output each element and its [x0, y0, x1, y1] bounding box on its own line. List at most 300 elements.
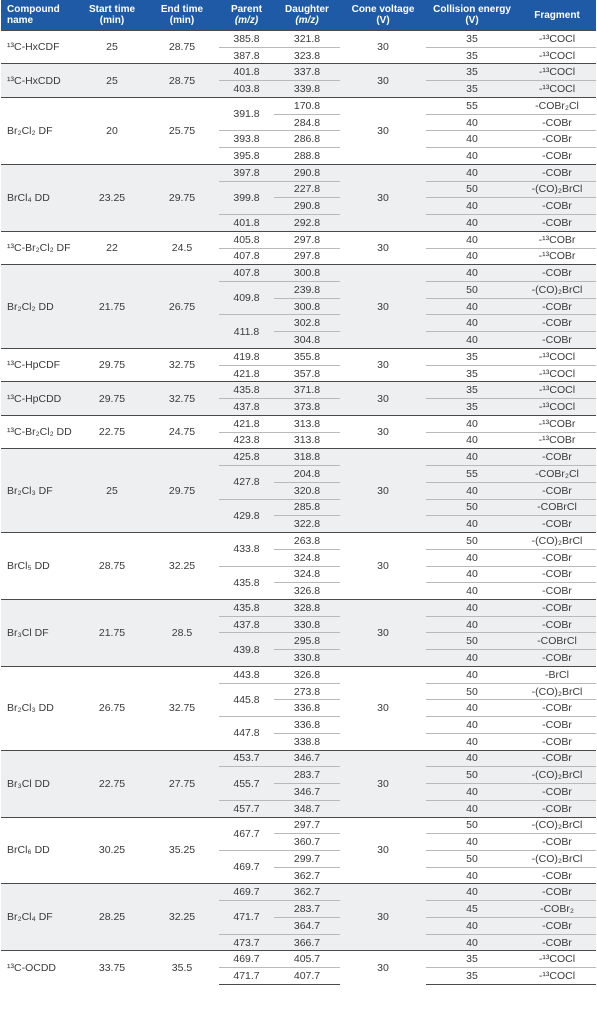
table-row: [1, 666, 596, 683]
end-time-cell: 25.75: [145, 97, 219, 164]
daughter-mz-cell: 357.8: [274, 365, 340, 382]
daughter-mz-cell: 322.8: [274, 516, 340, 533]
daughter-mz-cell: 338.8: [274, 733, 340, 750]
collision-energy-cell: 40: [426, 215, 518, 232]
parent-mz-cell: 405.8: [219, 231, 274, 248]
parent-mz-cell: 435.8: [219, 382, 274, 399]
daughter-mz-cell: 170.8: [274, 97, 340, 114]
fragment-cell: -COBr: [518, 131, 596, 148]
fragment-cell: -COBr: [518, 215, 596, 232]
header-line: (V): [465, 15, 479, 26]
fragment-cell: -(CO)₂BrCl: [518, 817, 596, 834]
daughter-mz-cell: 286.8: [274, 131, 340, 148]
header-line: Parent: [230, 4, 263, 15]
table-body: [1, 31, 596, 985]
daughter-mz-cell: 263.8: [274, 533, 340, 550]
parent-mz-cell: 387.8: [219, 47, 274, 64]
collision-energy-cell: 40: [426, 131, 518, 148]
fragment-cell: -¹³COCl: [518, 951, 596, 968]
daughter-mz-cell: 304.8: [274, 332, 340, 349]
daughter-mz-cell: 321.8: [274, 31, 340, 48]
collision-energy-cell: 35: [426, 81, 518, 98]
collision-energy-cell: 50: [426, 817, 518, 834]
start-time-cell: 28.75: [79, 533, 145, 600]
collision-energy-cell: 40: [426, 516, 518, 533]
collision-energy-cell: 45: [426, 901, 518, 918]
table-row: [1, 884, 596, 901]
end-time-cell: 24.5: [145, 231, 219, 264]
parent-mz-cell: 419.8: [219, 348, 274, 365]
compound-name-cell: ¹³C-HpCDF: [1, 348, 79, 381]
fragment-cell: -COBr₂Cl: [518, 97, 596, 114]
parent-mz-cell: 469.7: [219, 884, 274, 901]
fragment-cell: -COBr: [518, 583, 596, 600]
parent-mz-cell: 391.8: [219, 97, 274, 130]
collision-energy-cell: 40: [426, 231, 518, 248]
collision-energy-cell: 40: [426, 700, 518, 717]
collision-energy-cell: 55: [426, 97, 518, 114]
fragment-cell: -COBr: [518, 784, 596, 801]
parent-mz-cell: 395.8: [219, 148, 274, 165]
end-time-cell: 32.75: [145, 382, 219, 415]
daughter-mz-cell: 346.7: [274, 750, 340, 767]
daughter-mz-cell: 283.7: [274, 767, 340, 784]
parent-mz-cell: 409.8: [219, 282, 274, 315]
cone-voltage-cell: 30: [340, 750, 426, 817]
daughter-mz-cell: 362.7: [274, 867, 340, 884]
compound-name-cell: ¹³C-HxCDF: [1, 31, 79, 64]
compound-name-cell: Br₃Cl DF: [1, 599, 79, 666]
collision-energy-cell: 40: [426, 198, 518, 215]
table-row: [1, 415, 596, 432]
fragment-cell: -¹³COCl: [518, 47, 596, 64]
daughter-mz-cell: 297.8: [274, 248, 340, 265]
header-line: name: [7, 15, 34, 26]
collision-energy-cell: 50: [426, 683, 518, 700]
parent-mz-cell: 455.7: [219, 767, 274, 800]
collision-energy-cell: 40: [426, 934, 518, 951]
collision-energy-cell: 40: [426, 332, 518, 349]
header-line: (m/z): [295, 15, 319, 26]
parent-mz-cell: 437.8: [219, 616, 274, 633]
daughter-mz-cell: 300.8: [274, 265, 340, 282]
table-row: [1, 97, 596, 114]
daughter-mz-cell: 313.8: [274, 432, 340, 449]
parent-mz-cell: 467.7: [219, 817, 274, 850]
fragment-cell: -(CO)₂BrCl: [518, 850, 596, 867]
daughter-mz-cell: 204.8: [274, 466, 340, 483]
compound-name-cell: BrCl₆ DD: [1, 817, 79, 884]
collision-energy-cell: 40: [426, 717, 518, 734]
start-time-cell: 29.75: [79, 382, 145, 415]
compound-name-cell: Br₂Cl₃ DD: [1, 666, 79, 750]
collision-energy-cell: 50: [426, 499, 518, 516]
start-time-cell: 30.25: [79, 817, 145, 884]
cone-voltage-cell: 30: [340, 666, 426, 750]
daughter-mz-cell: 318.8: [274, 449, 340, 466]
parent-mz-cell: 457.7: [219, 800, 274, 817]
daughter-mz-cell: 323.8: [274, 47, 340, 64]
start-time-cell: 25: [79, 449, 145, 533]
header-line: Compound: [7, 4, 60, 15]
daughter-mz-cell: 336.8: [274, 700, 340, 717]
daughter-mz-cell: 407.7: [274, 968, 340, 985]
compound-name-cell: Br₂Cl₂ DD: [1, 265, 79, 349]
collision-energy-cell: 40: [426, 784, 518, 801]
cone-voltage-cell: 30: [340, 64, 426, 97]
fragment-cell: -(CO)₂BrCl: [518, 533, 596, 550]
compound-name-cell: ¹³C-HxCDD: [1, 64, 79, 97]
collision-energy-cell: 40: [426, 566, 518, 583]
cone-voltage-cell: 30: [340, 951, 426, 984]
fragment-cell: -COBr: [518, 114, 596, 131]
compound-name-cell: Br₂Cl₂ DF: [1, 97, 79, 164]
collision-energy-cell: 35: [426, 399, 518, 416]
daughter-mz-cell: 324.8: [274, 566, 340, 583]
header-line: Fragment: [534, 9, 580, 21]
fragment-cell: -COBr: [518, 616, 596, 633]
daughter-mz-cell: 302.8: [274, 315, 340, 332]
parent-mz-cell: 471.7: [219, 968, 274, 985]
fragment-cell: -COBr: [518, 884, 596, 901]
daughter-mz-cell: 336.8: [274, 717, 340, 734]
cone-voltage-cell: 30: [340, 533, 426, 600]
daughter-mz-cell: 328.8: [274, 599, 340, 616]
daughter-mz-cell: 373.8: [274, 399, 340, 416]
collision-energy-cell: 40: [426, 549, 518, 566]
parent-mz-cell: 401.8: [219, 215, 274, 232]
collision-energy-cell: 40: [426, 800, 518, 817]
fragment-cell: -¹³COCl: [518, 348, 596, 365]
end-time-cell: 32.75: [145, 666, 219, 750]
header-line: (m/z): [234, 15, 259, 26]
fragment-cell: -COBr: [518, 867, 596, 884]
table-row: [1, 382, 596, 399]
cone-voltage-cell: 30: [340, 348, 426, 381]
parent-mz-cell: 437.8: [219, 399, 274, 416]
compound-name-cell: ¹³C-Br₂Cl₂ DD: [1, 415, 79, 448]
fragment-cell: -COBr: [518, 800, 596, 817]
parent-mz-cell: 401.8: [219, 64, 274, 81]
end-time-cell: 32.25: [145, 884, 219, 951]
daughter-mz-cell: 362.7: [274, 884, 340, 901]
collision-energy-cell: 40: [426, 867, 518, 884]
fragment-cell: -COBr: [518, 650, 596, 667]
collision-energy-cell: 40: [426, 917, 518, 934]
cone-voltage-cell: 30: [340, 31, 426, 64]
fragment-cell: -COBrCl: [518, 633, 596, 650]
table-row: [1, 31, 596, 48]
parent-mz-cell: 445.8: [219, 683, 274, 716]
cone-voltage-cell: 30: [340, 599, 426, 666]
fragment-cell: -(CO)₂BrCl: [518, 181, 596, 198]
daughter-mz-cell: 297.8: [274, 231, 340, 248]
header-parent: [219, 0, 274, 31]
daughter-mz-cell: 290.8: [274, 198, 340, 215]
collision-energy-cell: 40: [426, 148, 518, 165]
daughter-mz-cell: 339.8: [274, 81, 340, 98]
header-daughter: [274, 0, 340, 31]
collision-energy-cell: 40: [426, 415, 518, 432]
collision-energy-cell: 40: [426, 834, 518, 851]
table-row: [1, 164, 596, 181]
daughter-mz-cell: 355.8: [274, 348, 340, 365]
parent-mz-cell: 425.8: [219, 449, 274, 466]
cone-voltage-cell: 30: [340, 231, 426, 264]
cone-voltage-cell: 30: [340, 415, 426, 448]
fragment-cell: -(CO)₂BrCl: [518, 282, 596, 299]
parent-mz-cell: 439.8: [219, 633, 274, 666]
collision-energy-cell: 40: [426, 315, 518, 332]
collision-energy-cell: 40: [426, 616, 518, 633]
collision-energy-cell: 40: [426, 884, 518, 901]
start-time-cell: 20: [79, 97, 145, 164]
compound-name-cell: Br₂Cl₄ DF: [1, 884, 79, 951]
fragment-cell: -¹³COCl: [518, 365, 596, 382]
fragment-cell: -COBr₂Cl: [518, 466, 596, 483]
fragment-cell: -COBr: [518, 549, 596, 566]
collision-energy-cell: 50: [426, 633, 518, 650]
fragment-cell: -COBr: [518, 332, 596, 349]
compound-name-cell: BrCl₄ DD: [1, 164, 79, 231]
header-line: Collision energy: [433, 4, 511, 15]
header-line: (min): [99, 15, 125, 26]
table-row: [1, 951, 596, 968]
collision-energy-cell: 40: [426, 298, 518, 315]
header-line: End time: [160, 4, 204, 15]
daughter-mz-cell: 297.7: [274, 817, 340, 834]
collision-energy-cell: 35: [426, 64, 518, 81]
daughter-mz-cell: 371.8: [274, 382, 340, 399]
daughter-mz-cell: 227.8: [274, 181, 340, 198]
parent-mz-cell: 421.8: [219, 365, 274, 382]
fragment-cell: -COBr: [518, 164, 596, 181]
fragment-cell: -¹³COCl: [518, 968, 596, 985]
daughter-mz-cell: 326.8: [274, 666, 340, 683]
parent-mz-cell: 429.8: [219, 499, 274, 532]
end-time-cell: 28.75: [145, 64, 219, 97]
parent-mz-cell: 433.8: [219, 533, 274, 566]
fragment-cell: -¹³COBr: [518, 231, 596, 248]
collision-energy-cell: 35: [426, 47, 518, 64]
daughter-mz-cell: 405.7: [274, 951, 340, 968]
collision-energy-cell: 35: [426, 348, 518, 365]
daughter-mz-cell: 273.8: [274, 683, 340, 700]
daughter-mz-cell: 313.8: [274, 415, 340, 432]
header-line: (V): [376, 15, 390, 26]
compound-name-cell: Br₃Cl DD: [1, 750, 79, 817]
parent-mz-cell: 447.8: [219, 717, 274, 750]
table-row: [1, 817, 596, 834]
fragment-cell: -COBr: [518, 315, 596, 332]
end-time-cell: 26.75: [145, 265, 219, 349]
fragment-cell: -COBr: [518, 148, 596, 165]
table-header: [1, 0, 596, 31]
daughter-mz-cell: 366.7: [274, 934, 340, 951]
collision-energy-cell: 35: [426, 382, 518, 399]
header-compound-name: [1, 0, 79, 31]
parent-mz-cell: 469.7: [219, 951, 274, 968]
fragment-cell: -COBr: [518, 733, 596, 750]
fragment-cell: -COBr: [518, 482, 596, 499]
parent-mz-cell: 385.8: [219, 31, 274, 48]
fragment-cell: -COBr: [518, 599, 596, 616]
table-row: [1, 599, 596, 616]
collision-energy-cell: 35: [426, 968, 518, 985]
start-time-cell: 25: [79, 31, 145, 64]
daughter-mz-cell: 300.8: [274, 298, 340, 315]
fragment-cell: -¹³COCl: [518, 382, 596, 399]
collision-energy-cell: 50: [426, 282, 518, 299]
parent-mz-cell: 423.8: [219, 432, 274, 449]
parent-mz-cell: 469.7: [219, 850, 274, 883]
daughter-mz-cell: 346.7: [274, 784, 340, 801]
parent-mz-cell: 411.8: [219, 315, 274, 348]
cone-voltage-cell: 30: [340, 97, 426, 164]
daughter-mz-cell: 290.8: [274, 164, 340, 181]
fragment-cell: -COBr: [518, 834, 596, 851]
table-row: [1, 449, 596, 466]
daughter-mz-cell: 295.8: [274, 633, 340, 650]
table-row: [1, 64, 596, 81]
start-time-cell: 29.75: [79, 348, 145, 381]
collision-energy-cell: 40: [426, 449, 518, 466]
collision-energy-cell: 50: [426, 181, 518, 198]
daughter-mz-cell: 299.7: [274, 850, 340, 867]
header-line: Cone voltage: [351, 4, 415, 15]
end-time-cell: 27.75: [145, 750, 219, 817]
daughter-mz-cell: 360.7: [274, 834, 340, 851]
daughter-mz-cell: 324.8: [274, 549, 340, 566]
daughter-mz-cell: 348.7: [274, 800, 340, 817]
fragment-cell: -¹³COBr: [518, 248, 596, 265]
daughter-mz-cell: 283.7: [274, 901, 340, 918]
fragment-cell: -COBr: [518, 516, 596, 533]
cone-voltage-cell: 30: [340, 164, 426, 231]
collision-energy-cell: 40: [426, 265, 518, 282]
header-collision-energy: [426, 0, 518, 31]
header-line: Start time: [88, 4, 136, 15]
header-line: (min): [169, 15, 195, 26]
end-time-cell: 24.75: [145, 415, 219, 448]
collision-energy-cell: 40: [426, 482, 518, 499]
cone-voltage-cell: 30: [340, 884, 426, 951]
collision-energy-cell: 50: [426, 533, 518, 550]
parent-mz-cell: 473.7: [219, 934, 274, 951]
fragment-cell: -(CO)₂BrCl: [518, 767, 596, 784]
table-row: [1, 348, 596, 365]
fragment-cell: -COBrCl: [518, 499, 596, 516]
cone-voltage-cell: 30: [340, 382, 426, 415]
cone-voltage-cell: 30: [340, 449, 426, 533]
parent-mz-cell: 407.8: [219, 265, 274, 282]
header-line: Daughter: [285, 4, 329, 15]
parent-mz-cell: 399.8: [219, 181, 274, 214]
start-time-cell: 26.75: [79, 666, 145, 750]
fragment-cell: -BrCl: [518, 666, 596, 683]
end-time-cell: 32.75: [145, 348, 219, 381]
compound-name-cell: ¹³C-OCDD: [1, 951, 79, 984]
parent-mz-cell: 443.8: [219, 666, 274, 683]
cone-voltage-cell: 30: [340, 265, 426, 349]
start-time-cell: 33.75: [79, 951, 145, 984]
fragment-cell: -COBr: [518, 265, 596, 282]
parent-mz-cell: 393.8: [219, 131, 274, 148]
collision-energy-cell: 50: [426, 850, 518, 867]
end-time-cell: 29.75: [145, 164, 219, 231]
end-time-cell: 28.5: [145, 599, 219, 666]
daughter-mz-cell: 364.7: [274, 917, 340, 934]
table-row: [1, 231, 596, 248]
compound-name-cell: Br₂Cl₃ DF: [1, 449, 79, 533]
collision-energy-cell: 35: [426, 365, 518, 382]
fragment-cell: -¹³COCl: [518, 64, 596, 81]
daughter-mz-cell: 337.8: [274, 64, 340, 81]
fragment-cell: -COBr: [518, 566, 596, 583]
collision-energy-cell: 40: [426, 733, 518, 750]
fragment-cell: -¹³COCl: [518, 81, 596, 98]
start-time-cell: 22.75: [79, 750, 145, 817]
parent-mz-cell: 427.8: [219, 466, 274, 499]
daughter-mz-cell: 330.8: [274, 616, 340, 633]
collision-energy-cell: 40: [426, 248, 518, 265]
fragment-cell: -COBr: [518, 934, 596, 951]
collision-energy-cell: 40: [426, 650, 518, 667]
collision-energy-cell: 35: [426, 31, 518, 48]
compound-name-cell: BrCl₅ DD: [1, 533, 79, 600]
end-time-cell: 35.5: [145, 951, 219, 984]
parent-mz-cell: 435.8: [219, 599, 274, 616]
start-time-cell: 21.75: [79, 265, 145, 349]
parent-mz-cell: 397.8: [219, 164, 274, 181]
header-start-time: [79, 0, 145, 31]
header-end-time: [145, 0, 219, 31]
end-time-cell: 29.75: [145, 449, 219, 533]
collision-energy-cell: 40: [426, 164, 518, 181]
daughter-mz-cell: 239.8: [274, 282, 340, 299]
daughter-mz-cell: 326.8: [274, 583, 340, 600]
parent-mz-cell: 407.8: [219, 248, 274, 265]
fragment-cell: -COBr: [518, 717, 596, 734]
collision-energy-cell: 55: [426, 466, 518, 483]
fragment-cell: -¹³COCl: [518, 399, 596, 416]
start-time-cell: 23.25: [79, 164, 145, 231]
collision-energy-cell: 40: [426, 583, 518, 600]
mrm-parameters-table: [1, 0, 596, 985]
parent-mz-cell: 471.7: [219, 901, 274, 934]
table-row: [1, 265, 596, 282]
start-time-cell: 25: [79, 64, 145, 97]
collision-energy-cell: 40: [426, 432, 518, 449]
parent-mz-cell: 421.8: [219, 415, 274, 432]
fragment-cell: -COBr: [518, 298, 596, 315]
parent-mz-cell: 453.7: [219, 750, 274, 767]
fragment-cell: -COBr: [518, 449, 596, 466]
fragment-cell: -COBr: [518, 750, 596, 767]
cone-voltage-cell: 30: [340, 817, 426, 884]
collision-energy-cell: 40: [426, 114, 518, 131]
fragment-cell: -(CO)₂BrCl: [518, 683, 596, 700]
start-time-cell: 22: [79, 231, 145, 264]
table-row: [1, 750, 596, 767]
end-time-cell: 28.75: [145, 31, 219, 64]
daughter-mz-cell: 320.8: [274, 482, 340, 499]
compound-name-cell: ¹³C-Br₂Cl₂ DF: [1, 231, 79, 264]
start-time-cell: 21.75: [79, 599, 145, 666]
fragment-cell: -¹³COBr: [518, 415, 596, 432]
daughter-mz-cell: 292.8: [274, 215, 340, 232]
fragment-cell: -¹³COCl: [518, 31, 596, 48]
